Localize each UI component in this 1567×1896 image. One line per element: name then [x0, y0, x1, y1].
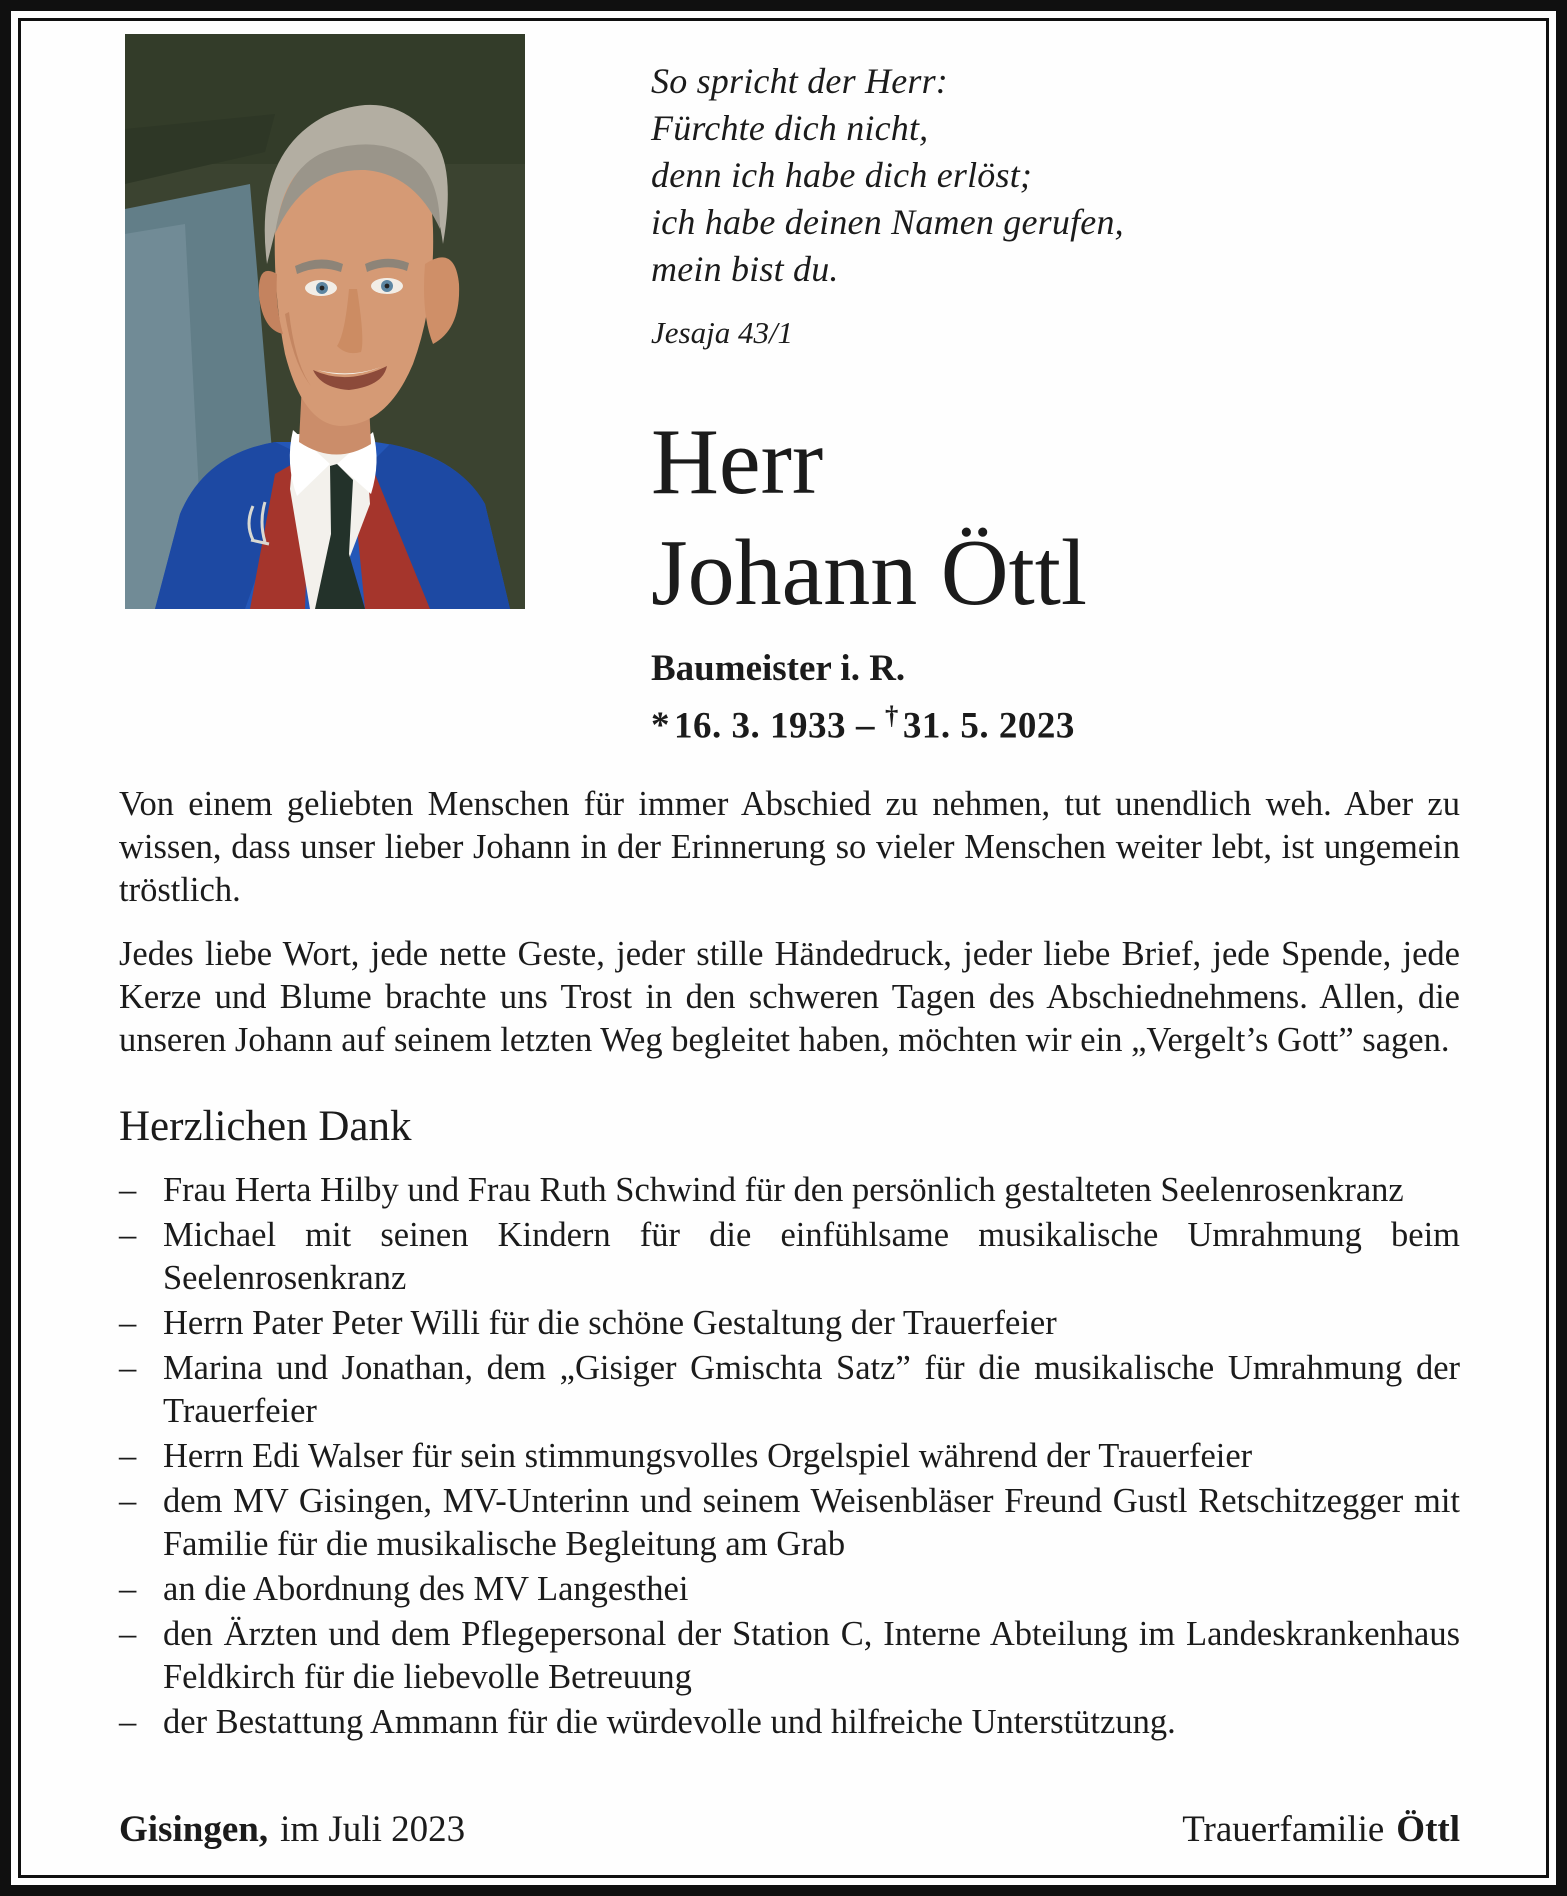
- thanks-item: [119, 1214, 1460, 1300]
- notice-panel: [18, 18, 1549, 1878]
- item-dash: –: [119, 1615, 137, 1654]
- obituary-paragraph: Jedes liebe Wort, jede nette Geste, jeder stille Händedruck, jeder liebe Brief, jede Spende, jede Kerze und Blume brachte uns Trost in den schweren Tagen des Abschiednehmens. Allen, die unseren Johann auf seinem letzten Weg begleitet haben, möchten wir ein „Vergelt’s Gott” sagen.: [119, 935, 1460, 1060]
- item-dash: –: [119, 1703, 137, 1742]
- portrait-photo: [125, 34, 525, 609]
- quote-source: Jesaja 43/1: [651, 315, 794, 350]
- notice-header: [119, 34, 1460, 747]
- item-text: der Bestattung Ammann für die würdevolle und hilfreiche Unterstützung.: [163, 1703, 1176, 1742]
- thanks-heading: Herzlichen Dank: [119, 1103, 412, 1151]
- item-text: den Ärzten und dem Pflegepersonal der Station C, Interne Abteilung im Landeskrankenhaus Feldkirch für die liebevolle Betreuung: [163, 1615, 1460, 1697]
- item-dash: –: [119, 1171, 137, 1210]
- thanks-item: [119, 1701, 1460, 1744]
- dates-separator: –: [856, 705, 875, 747]
- quote-line: mein bist du.: [651, 249, 839, 289]
- footer: [119, 1808, 1460, 1851]
- quote-line: denn ich habe dich erlöst;: [651, 155, 1033, 195]
- place-date: [119, 1808, 465, 1851]
- thanks-item: [119, 1302, 1460, 1345]
- birth-date: 16. 3. 1933: [674, 705, 846, 747]
- item-dash: –: [119, 1570, 137, 1609]
- item-text: dem MV Gisingen, MV-Unterinn und seinem Weisenbläser Freund Gustl Retschitzegger mit Familie für die musikalische Begleitung am Grab: [163, 1482, 1460, 1564]
- item-text: Herrn Pater Peter Willi für die schöne Gestaltung der Trauerfeier: [163, 1304, 1057, 1343]
- item-text: Frau Herta Hilby und Frau Ruth Schwind für den persönlich gestalteten Seelenrosenkranz: [163, 1171, 1404, 1210]
- death-date: 31. 5. 2023: [902, 705, 1075, 747]
- obituary-paragraph: Von einem geliebten Menschen für immer Abschied zu nehmen, tut unendlich weh. Aber zu wissen, dass unser lieber Johann in der Erinnerung so vieler Menschen weiter lebt, ist ungemein tröstlich.: [119, 785, 1460, 910]
- thanks-item: [119, 1347, 1460, 1433]
- thanks-item: [119, 1480, 1460, 1566]
- item-text: Marina und Jonathan, dem „Gisiger Gmischta Satz” für die musikalische Umrahmung der Trauerfeier: [163, 1349, 1460, 1431]
- family-name: Öttl: [1396, 1809, 1460, 1850]
- thanks-item: [119, 1613, 1460, 1699]
- profession: Baumeister i. R.: [651, 648, 906, 689]
- bible-quote: [651, 58, 1460, 293]
- quote-line: ich habe deinen Namen gerufen,: [651, 202, 1124, 242]
- item-dash: –: [119, 1482, 137, 1521]
- item-dash: –: [119, 1437, 137, 1476]
- header-text-column: [651, 34, 1460, 747]
- thanks-list: [119, 1169, 1460, 1746]
- death-symbol: †: [885, 700, 899, 730]
- portrait-photo-graphic: [125, 34, 525, 609]
- date: im Juli 2023: [280, 1809, 466, 1850]
- item-dash: –: [119, 1216, 137, 1255]
- notice-mat: [11, 11, 1556, 1885]
- thanks-item: [119, 1435, 1460, 1478]
- quote-line: So spricht der Herr:: [651, 61, 948, 101]
- deceased-name: Johann Öttl: [651, 521, 1088, 625]
- item-text: Herrn Edi Walser für sein stimmungsvolles Orgelspiel während der Trauerfeier: [163, 1437, 1253, 1476]
- item-dash: –: [119, 1304, 137, 1343]
- item-text: Michael mit seinen Kindern für die einfühlsame musikalische Umrahmung beim Seelenrosenkranz: [163, 1216, 1460, 1298]
- quote-line: Fürchte dich nicht,: [651, 108, 929, 148]
- thanks-item: [119, 1169, 1460, 1212]
- thanks-item: [119, 1568, 1460, 1611]
- item-text: an die Abordnung des MV Langesthei: [163, 1570, 689, 1609]
- family-label: Trauerfamilie: [1182, 1809, 1385, 1850]
- place: Gisingen,: [119, 1809, 269, 1850]
- life-dates: [651, 700, 1460, 747]
- item-dash: –: [119, 1349, 137, 1388]
- salutation: Herr: [651, 410, 824, 514]
- signature: [1182, 1808, 1460, 1851]
- birth-symbol: *: [651, 705, 670, 747]
